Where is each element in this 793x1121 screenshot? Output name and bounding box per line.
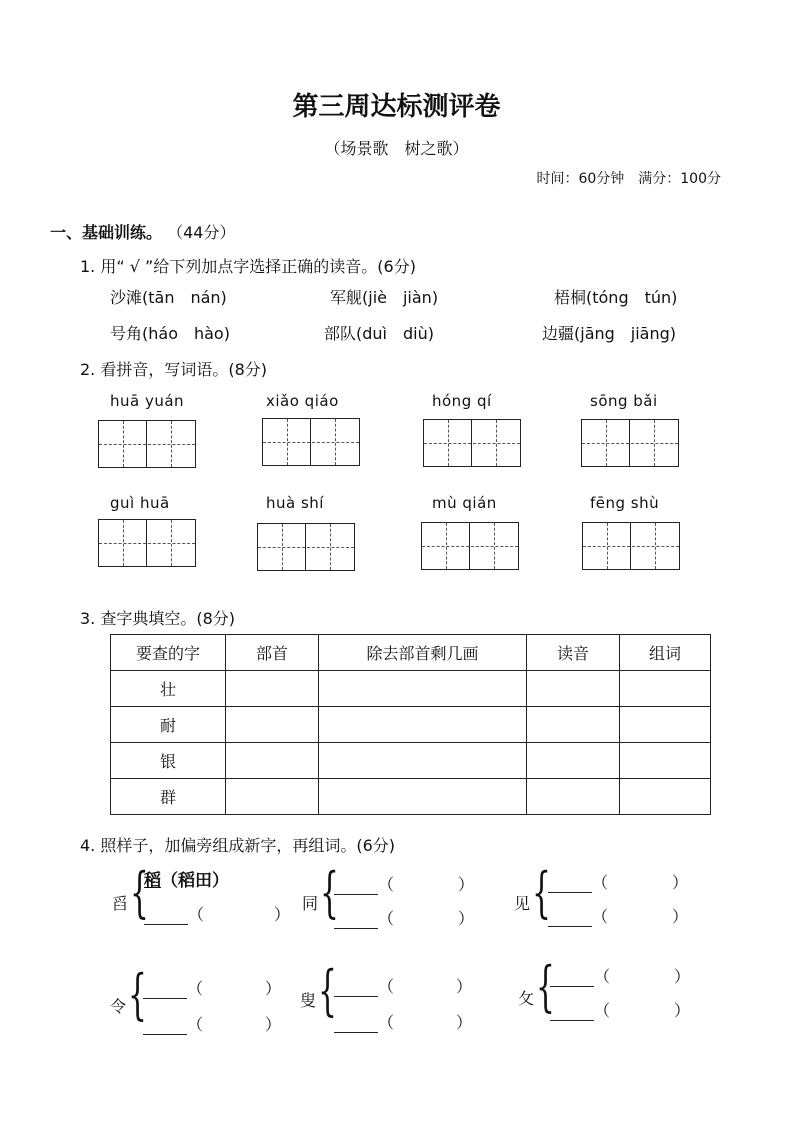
table-row <box>111 707 711 743</box>
base-char: 见 <box>514 894 531 913</box>
answer-row[interactable]: （ ） <box>550 964 690 987</box>
example-char: 稻 <box>144 871 161 891</box>
writing-grid[interactable] <box>262 418 360 466</box>
writing-grid[interactable] <box>257 523 355 571</box>
dictionary-table <box>110 634 711 815</box>
table-row <box>111 743 711 779</box>
writing-grid[interactable] <box>98 519 196 567</box>
brace-icon: { <box>128 963 147 1026</box>
table-row <box>111 671 711 707</box>
answer-cell[interactable] <box>226 743 319 779</box>
lookup-char: 耐 <box>111 707 226 743</box>
answer-cell[interactable] <box>620 671 711 707</box>
brace-icon: { <box>320 861 339 924</box>
exam-meta: 时间：60分钟 满分：100分 <box>536 171 721 187</box>
base-char: 舀 <box>112 894 129 913</box>
answer-cell[interactable] <box>226 671 319 707</box>
answer-row[interactable]: （ ） <box>334 974 472 997</box>
lookup-char: 群 <box>111 779 226 815</box>
brace-icon: { <box>130 861 149 924</box>
answer-row[interactable]: （ ） <box>144 902 290 925</box>
example-word: （稻田） <box>161 871 229 891</box>
pinyin-label: hóng qí <box>432 392 492 410</box>
section-label: 一、基础训练。 <box>50 223 163 242</box>
writing-grid[interactable] <box>581 419 679 467</box>
pinyin-label: guì huā <box>110 494 170 512</box>
table-header: 除去部首剩几画 <box>319 635 527 671</box>
writing-grid[interactable] <box>423 419 521 467</box>
table-header: 要查的字 <box>111 635 226 671</box>
answer-cell[interactable] <box>319 743 527 779</box>
answer-row[interactable]: （ ） <box>548 904 688 927</box>
q1-item: 梧桐(tóng tún) <box>554 288 678 307</box>
answer-cell[interactable] <box>226 779 319 815</box>
table-row <box>111 779 711 815</box>
writing-grid[interactable] <box>582 522 680 570</box>
q1-item: 号角(háo hào) <box>110 324 230 343</box>
base-char: 令 <box>110 997 127 1016</box>
table-header: 读音 <box>527 635 620 671</box>
section-heading <box>50 220 235 243</box>
q1-item: 部队(duì diù) <box>324 324 434 343</box>
table-header-row <box>111 635 711 671</box>
answer-cell[interactable] <box>527 743 620 779</box>
answer-cell[interactable] <box>527 707 620 743</box>
brace-icon: { <box>536 955 555 1018</box>
answer-cell[interactable] <box>527 671 620 707</box>
q1-item: 军舰(jiè jiàn) <box>330 288 439 307</box>
base-char: 攵 <box>518 989 535 1008</box>
pinyin-label: mù qián <box>432 494 497 512</box>
answer-cell[interactable] <box>527 779 620 815</box>
q1-item: 沙滩(tān nán) <box>110 288 227 307</box>
table-header: 组词 <box>620 635 711 671</box>
writing-grid[interactable] <box>98 420 196 468</box>
answer-cell[interactable] <box>620 743 711 779</box>
q1-prompt: 1. 用“ √ ”给下列加点字选择正确的读音。(6分) <box>80 257 416 276</box>
answer-row[interactable]: （ ） <box>334 906 474 929</box>
page-title: 第三周达标测评卷 <box>292 92 501 122</box>
answer-row[interactable]: （ ） <box>548 870 688 893</box>
answer-row[interactable]: （ ） <box>334 1010 472 1033</box>
answer-cell[interactable] <box>319 671 527 707</box>
q4-prompt: 4. 照样子，加偏旁组成新字，再组词。(6分) <box>80 836 396 855</box>
lookup-char: 银 <box>111 743 226 779</box>
page-subtitle: （场景歌 树之歌） <box>324 139 469 158</box>
pinyin-label: fēng shù <box>590 494 660 512</box>
section-score: （44分） <box>167 223 236 242</box>
pinyin-label: sōng bǎi <box>590 392 658 410</box>
pinyin-label: huā yuán <box>110 392 185 410</box>
answer-row[interactable]: （ ） <box>550 998 690 1021</box>
answer-cell[interactable] <box>226 707 319 743</box>
answer-cell[interactable] <box>319 779 527 815</box>
writing-grid[interactable] <box>421 522 519 570</box>
brace-icon: { <box>318 959 337 1022</box>
answer-row[interactable]: （ ） <box>143 976 281 999</box>
example-answer <box>144 866 229 891</box>
q1-item: 边疆(jāng jiāng) <box>542 324 677 343</box>
base-char: 同 <box>302 894 319 913</box>
q3-prompt: 3. 查字典填空。(8分) <box>80 609 236 628</box>
q2-prompt: 2. 看拼音，写词语。(8分) <box>80 360 268 379</box>
pinyin-label: huà shí <box>266 494 324 512</box>
lookup-char: 壮 <box>111 671 226 707</box>
answer-cell[interactable] <box>319 707 527 743</box>
answer-cell[interactable] <box>620 707 711 743</box>
pinyin-label: xiǎo qiáo <box>266 392 339 410</box>
brace-icon: { <box>532 861 551 924</box>
answer-row[interactable]: （ ） <box>143 1012 281 1035</box>
answer-row[interactable]: （ ） <box>334 872 474 895</box>
base-char: 叟 <box>300 991 317 1010</box>
answer-cell[interactable] <box>620 779 711 815</box>
table-header: 部首 <box>226 635 319 671</box>
